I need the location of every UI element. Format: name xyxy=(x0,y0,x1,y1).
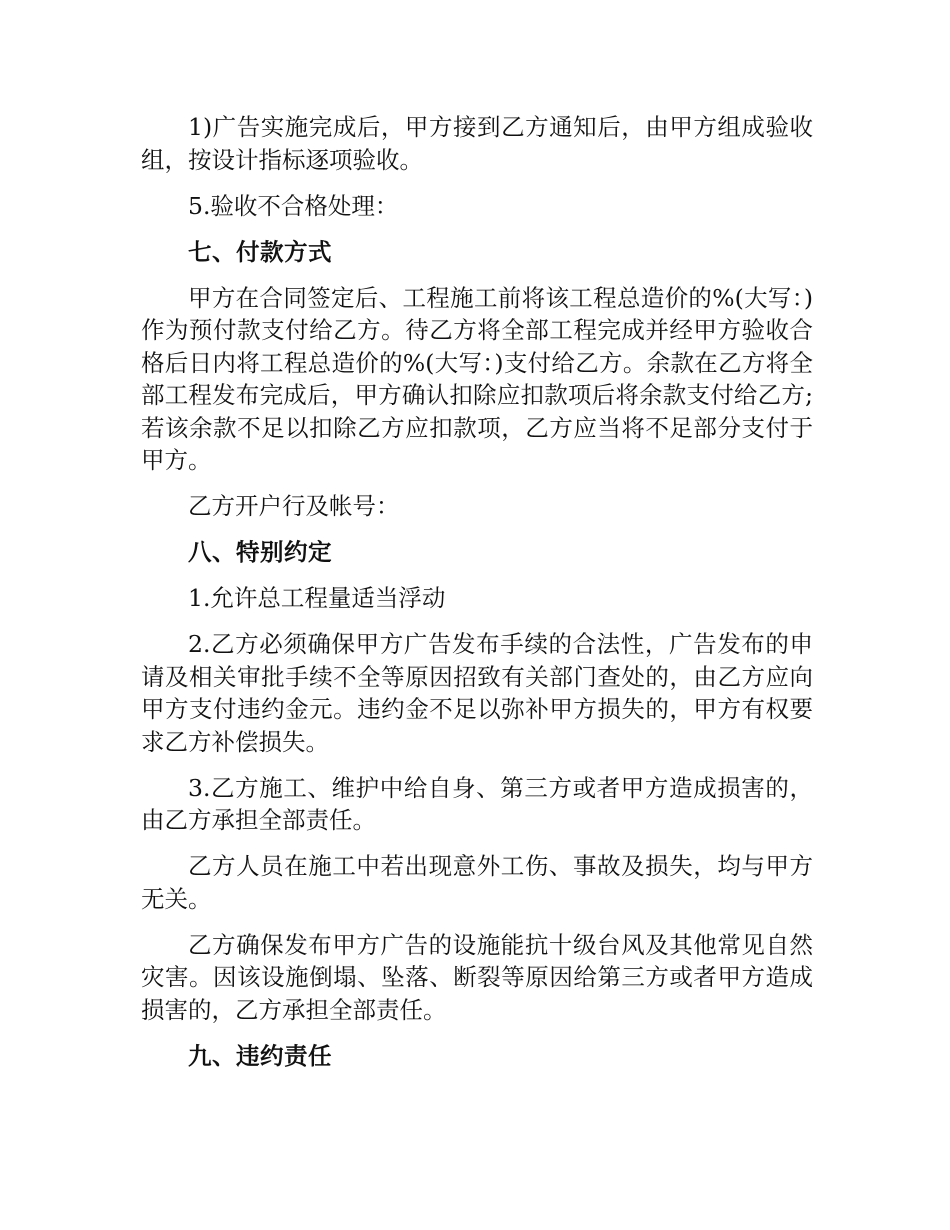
paragraph-payment-terms: 甲方在合同签定后、工程施工前将该工程总造价的%(大写：)作为预付款支付给乙方。待乙方将全部工程完成并经甲方验收合格后日内将工程总造价的%(大写：)支付给乙方。余款在乙方将全部工程发布完成后，甲方确认扣除应扣款项后将余款支付给乙方;若该余款不足以扣除乙方应扣款项，乙方应当将不足部分支付于甲方。 xyxy=(141,283,813,474)
section-heading-liability: 九、违约责任 xyxy=(188,1041,332,1070)
document-body xyxy=(141,111,813,1086)
paragraph-special-term-1: 1.允许总工程量适当浮动 xyxy=(188,584,446,612)
paragraph-bank-account: 乙方开户行及帐号： xyxy=(188,492,400,520)
paragraph-acceptance-procedure: 1)广告实施完成后，甲方接到乙方通知后，由甲方组成验收组，按设计指标逐项验收。 xyxy=(141,113,813,174)
paragraph-work-injury: 乙方人员在施工中若出现意外工伤、事故及损失，均与甲方无关。 xyxy=(141,852,813,913)
paragraph-special-term-3: 3.乙方施工、维护中给自身、第三方或者甲方造成损害的，由乙方承担全部责任。 xyxy=(141,773,813,834)
section-heading-special-terms: 八、特别约定 xyxy=(188,538,332,566)
section-heading-payment: 七、付款方式 xyxy=(188,237,332,266)
paragraph-typhoon-resistance: 乙方确保发布甲方广告的设施能抗十级台风及其他常见自然灾害。因该设施倒塌、坠落、断裂等原因给第三方或者甲方造成损害的，乙方承担全部责任。 xyxy=(141,930,813,1024)
paragraph-acceptance-failure: 5.验收不合格处理： xyxy=(188,191,399,220)
paragraph-special-term-2: 2.乙方必须确保甲方广告发布手续的合法性，广告发布的申请及相关审批手续不全等原因招致有关部门查处的，由乙方应向甲方支付违约金元。违约金不足以弥补甲方损失的，甲方有权要求乙方补偿损失。 xyxy=(141,630,813,756)
